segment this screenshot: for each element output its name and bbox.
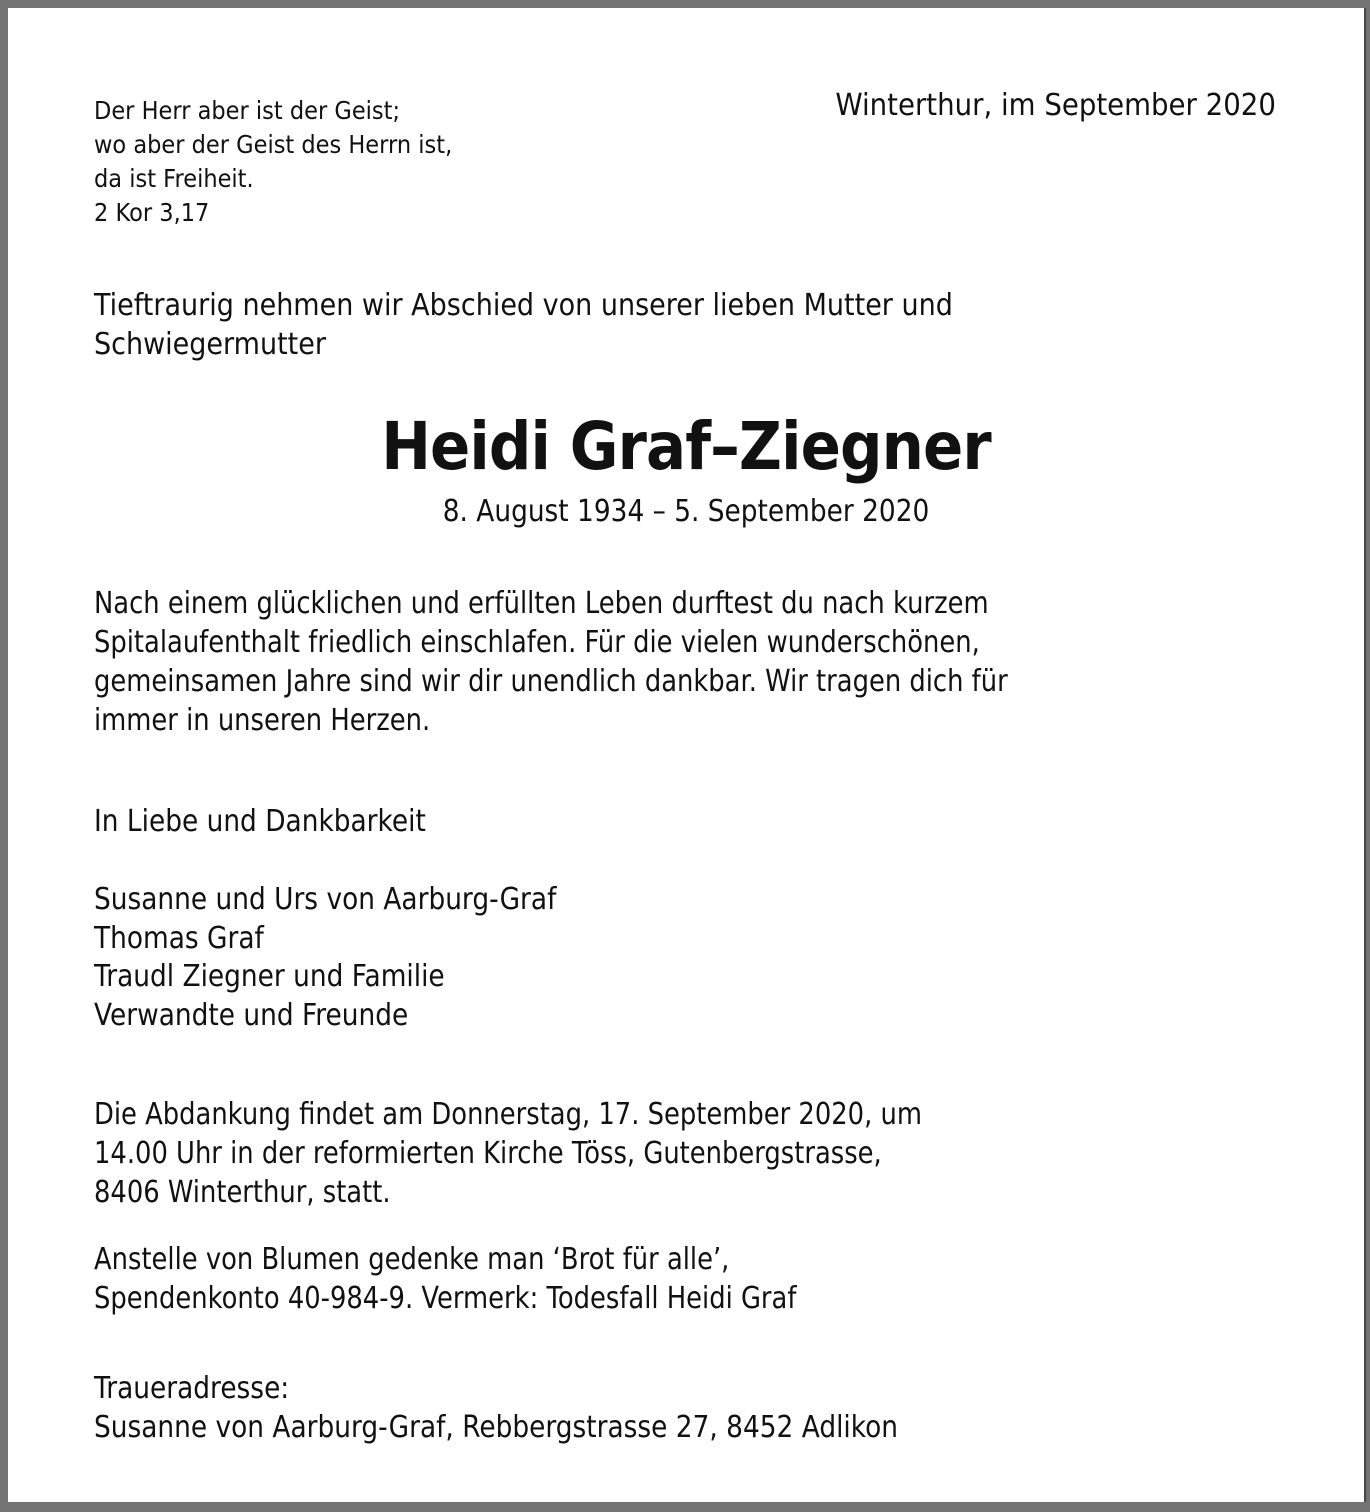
verse-line: wo aber der Geist des Herrn ist, (94, 130, 453, 159)
message-line: gemeinsamen Jahre sind wir dir unendlich dankbar. Wir tragen dich für (94, 664, 1008, 699)
message-line: immer in unseren Herzen. (94, 703, 431, 738)
intro-line: Schwiegermutter (94, 327, 326, 362)
message-line: Spitalaufenthalt friedlich einschlafen. Für die vielen wunderschönen, (94, 625, 980, 660)
closing-text: In Liebe und Dankbarkeit (94, 804, 426, 839)
service-line: 14.00 Uhr in der reformierten Kirche Töss, Gutenbergstrasse, (94, 1136, 882, 1171)
intro-line: Tieftraurig nehmen wir Abschied von unserer lieben Mutter und (94, 288, 953, 323)
donation-line: Spendenkonto 40-984-9. Vermerk: Todesfall Heidi Graf (94, 1281, 797, 1316)
address-value: Susanne von Aarburg-Graf, Rebbergstrasse 27, 8452 Adlikon (94, 1409, 899, 1445)
bible-verse (94, 94, 452, 230)
signer: Thomas Graf (94, 920, 264, 956)
donation-line: Anstelle von Blumen gedenke man ‘Brot für alle’, (94, 1242, 730, 1277)
verse-line: da ist Freiheit. (94, 164, 254, 193)
message-line: Nach einem glücklichen und erfüllten Leben durftest du nach kurzem (94, 586, 989, 621)
place-date: Winterthur, im September 2020 (835, 88, 1276, 123)
service-info (94, 1095, 922, 1212)
verse-reference: 2 Kor 3,17 (94, 198, 210, 227)
signer: Verwandte und Freunde (94, 997, 409, 1033)
service-line: 8406 Winterthur, statt. (94, 1175, 391, 1210)
address-label: Traueradresse: (94, 1371, 290, 1406)
obituary-page (8, 8, 1366, 1502)
verse-line: Der Herr aber ist der Geist; (94, 96, 401, 125)
donation-info (94, 1240, 796, 1318)
intro-text (94, 286, 953, 364)
mourning-address (94, 1370, 898, 1447)
life-dates: 8. August 1934 – 5. September 2020 (442, 494, 930, 529)
deceased-name: Heidi Graf–Ziegner (381, 408, 991, 485)
message-text (94, 584, 1008, 740)
signer: Traudl Ziegner und Familie (94, 959, 445, 994)
signers-list (94, 881, 556, 1035)
signer: Susanne und Urs von Aarburg-Graf (94, 882, 557, 917)
service-line: Die Abdankung findet am Donnerstag, 17. September 2020, um (94, 1097, 922, 1132)
